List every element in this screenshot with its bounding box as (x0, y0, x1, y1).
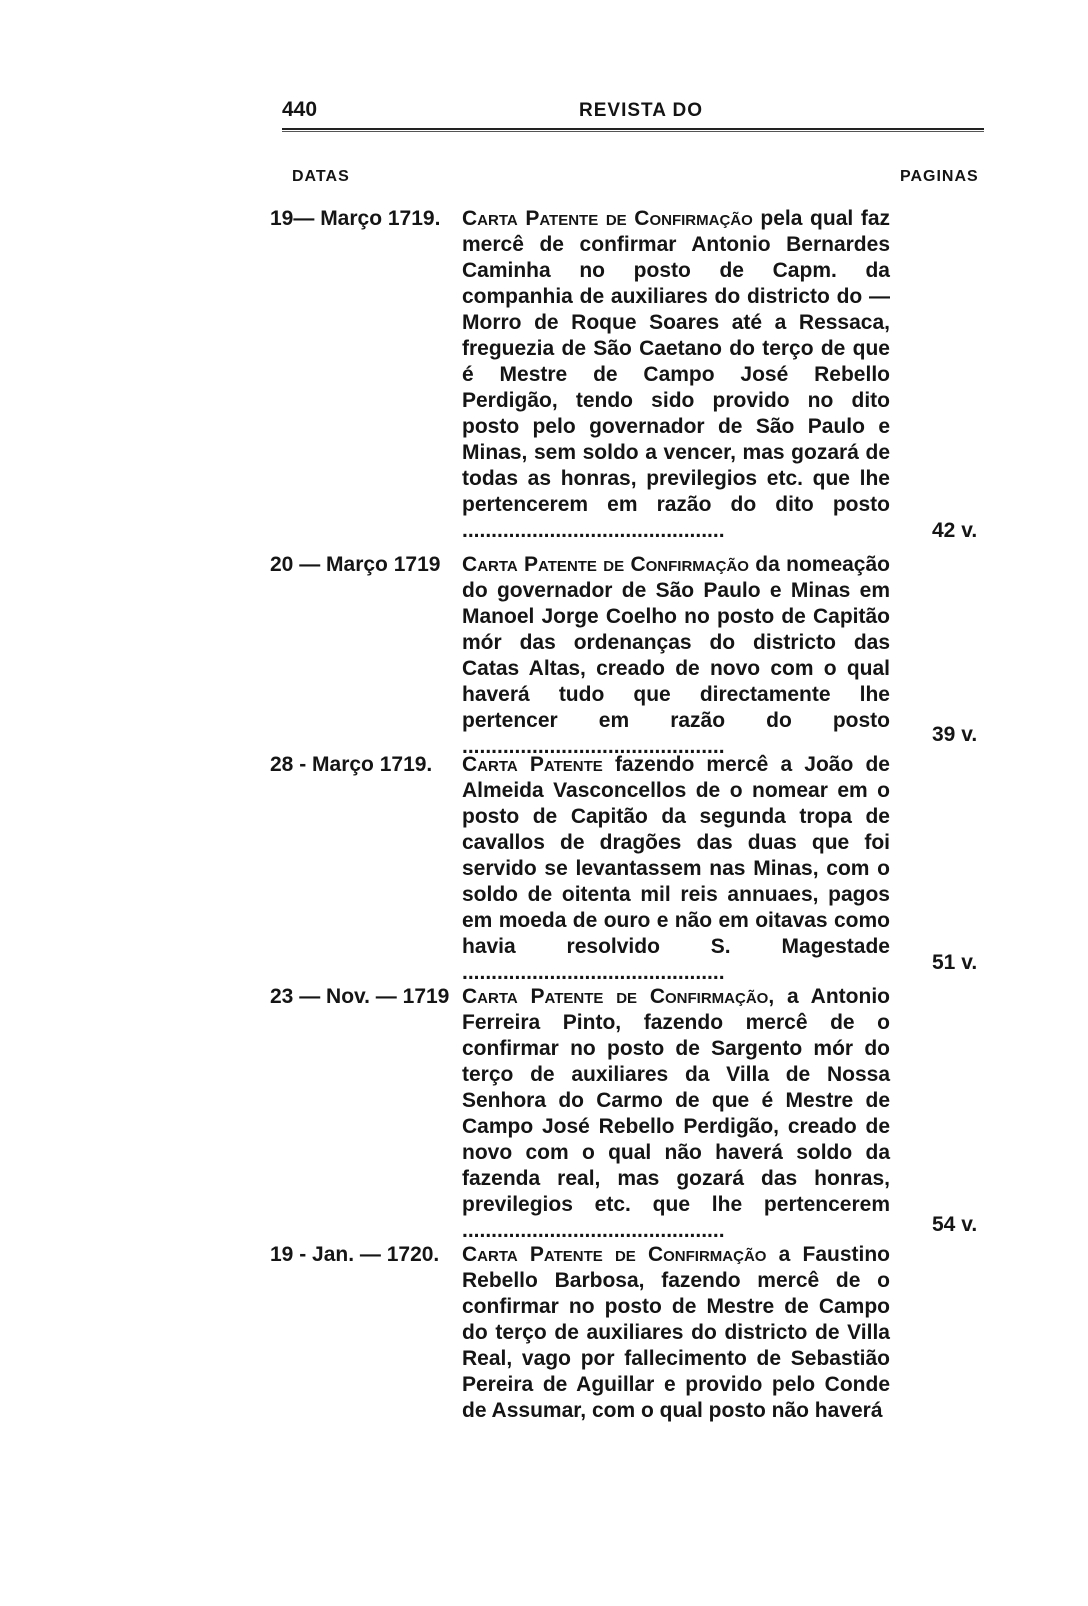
column-heading-dates: DATAS (292, 168, 350, 185)
list-item (270, 552, 990, 752)
entry-page: 39 v. (932, 723, 978, 746)
running-head: REVISTA DO (579, 100, 704, 121)
entry-title: Carta Patente (462, 753, 603, 776)
entry-date: 23 — Nov. — 1719 (270, 985, 450, 1008)
entry-title: Carta Patente de Confirmação (462, 207, 753, 230)
list-item (270, 1242, 990, 1472)
entry-body: da nomeação do governador de São Paulo e Minas em Manoel Jorge Coelho no posto de Capitão mór das ordenanças do districto das Catas Altas, creado de novo com o qual haverá tudo que directamente lhe pertencer em razão do posto (462, 553, 890, 732)
page-number: 440 (282, 98, 318, 121)
list-item (270, 752, 990, 982)
entry-page: 54 v. (932, 1213, 978, 1236)
entry-title: Carta Patente de Confirmação (462, 553, 749, 576)
leader-dots (462, 1219, 725, 1242)
entry-date: 20 — Março 1719 (270, 553, 441, 576)
entry-text (462, 1242, 890, 1424)
entry-title: Carta Patente de Confirmação, (462, 985, 775, 1008)
entry-body: a Faustino Rebello Barbosa, fazendo mercê de o confirmar no posto de Mestre de Campo do terço de auxiliares do districto de Villa Real, vago por fallecimento de Sebastião Pereira de Aguillar e provido pelo Conde de Assumar, com o qual posto não haverá (462, 1243, 891, 1422)
entry-body: fazendo mercê a João de Almeida Vasconcellos de o nomear em o posto de Capitão da segunda tropa de cavallos de dragões das duas que foi servido se levantassem nas Minas, com o soldo de oitenta mil reis annuaes, pagos em moeda de ouro e não em oitavas como havia resolvido S. Magestade (462, 753, 890, 958)
entry-text (462, 752, 890, 986)
leader-dots (462, 519, 725, 542)
list-item (270, 984, 990, 1244)
entry-body: pela qual faz mercê de confirmar Antonio Bernardes Caminha no posto de Capm. da companhia de auxiliares do districto do — Morro de Roque Soares até a Ressaca, freguezia de São Caetano do terço de que é Mestre de Campo José Rebello Perdigão, tendo sido provido no dito posto pelo governador de São Paulo e Minas, sem soldo a vencer, mas gozará de todas as honras, previlegios etc. que lhe pertencerem em razão do dito posto (462, 207, 890, 516)
page-header (282, 98, 982, 138)
entry-body: a Antonio Ferreira Pinto, fazendo mercê de o confirmar no posto de Sargento mór do terço de auxiliares da Villa de Nossa Senhora do Carmo de que é Mestre de Campo José Rebello Perdigão, creado de novo com o qual não haverá soldo da fazenda real, mas gozará das honras, previlegios etc. que lhe pertencerem (462, 985, 890, 1216)
entry-date: 28 - Março 1719. (270, 753, 433, 776)
entry-text (462, 984, 890, 1244)
entry-page: 51 v. (932, 951, 978, 974)
entry-date: 19— Março 1719. (270, 207, 441, 230)
column-heading-pages: PAGINAS (900, 168, 979, 185)
leader-dots (462, 961, 725, 984)
list-item (270, 206, 990, 546)
entry-text (462, 206, 890, 544)
entry-page: 42 v. (932, 519, 978, 542)
entry-title: Carta Patente de Confirmação (462, 1243, 767, 1266)
entry-date: 19 - Jan. — 1720. (270, 1243, 440, 1266)
entry-text (462, 552, 890, 760)
header-rule (282, 128, 984, 132)
